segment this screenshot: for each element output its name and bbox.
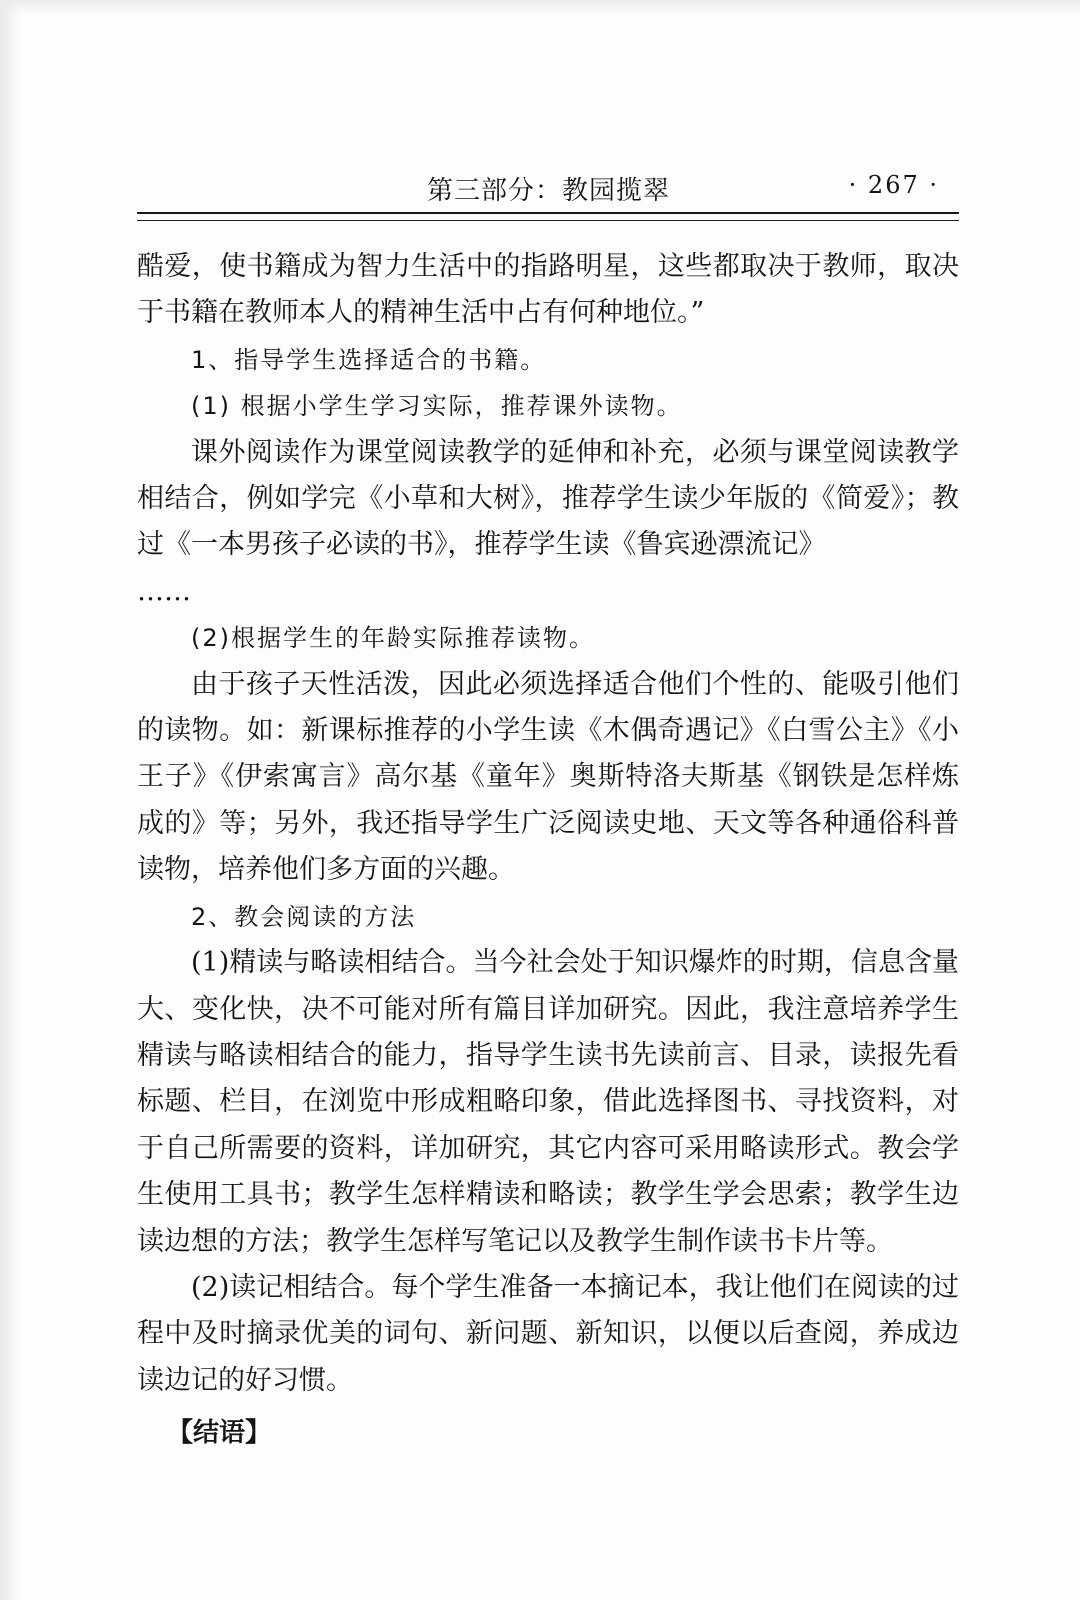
heading-level-2: (2)根据学生的年龄实际推荐读物。 [191,624,595,653]
heading-level-2: (1) 根据小学生学习实际，推荐课外读物。 [191,392,683,421]
paragraph-ellipsis: …… [137,575,191,607]
paragraph: 课外阅读作为课堂阅读教学的延伸和补充，必须与课堂阅读教学相结合，例如学完《小草和大树》，推荐学生读少年版的《简爱》；教过《一本男孩子必读的书》，推荐学生读《鲁宾逊漂流记》 [137,436,959,561]
section-title: 第三部分：教园揽翠 [427,176,671,206]
paragraph: 由于孩子天性活泼，因此必须选择适合他们个性的、能吸引他们的读物。如：新课标推荐的小学生读《木偶奇遇记》《白雪公主》《小王子》《伊索寓言》高尔基《童年》奥斯特洛夫斯基《钢铁是怎样炼成的》等；另外，我还指导学生广泛阅读史地、天文等各种通俗科普读物，培养他们多方面的兴趣。 [137,668,959,886]
body-text [137,244,959,1457]
page-number: · 267 · [848,171,939,199]
paragraph-continued: 酷爱，使书籍成为智力生活中的指路明星，这些都取决于教师，取决于书籍在教师本人的精神生活中占有何种地位。” [137,251,959,329]
paragraph: (2)读记相结合。每个学生准备一本摘记本，我让他们在阅读的过程中及时摘录优美的词句、新问题、新知识，以便以后查阅，养成边读边记的好习惯。 [137,1271,959,1396]
running-header [137,170,957,210]
heading-level-1: 1、指导学生选择适合的书籍。 [191,345,547,374]
scan-shadow-left [0,0,20,1600]
paragraph: (1)精读与略读相结合。当今社会处于知识爆炸的时期，信息含量大、变化快，决不可能对所有篇目详加研究。因此，我注意培养学生精读与略读相结合的能力，指导学生读书先读前言、目录，读报先看标题、栏目，在浏览中形成粗略印象，借此选择图书、寻找资料，对于自己所需要的资料，详加研究，其它内容可采用略读形式。教会学生使用工具书；教学生怎样精读和略读；教学生学会思索；教学生边读边想的方法；教学生怎样写笔记以及教学生制作读书卡片等。 [137,947,959,1257]
heading-level-1: 2、教会阅读的方法 [191,902,417,931]
conclusion-heading: 【结语】 [167,1418,272,1449]
header-double-rule [137,212,959,221]
scan-shadow-top [0,0,1080,14]
